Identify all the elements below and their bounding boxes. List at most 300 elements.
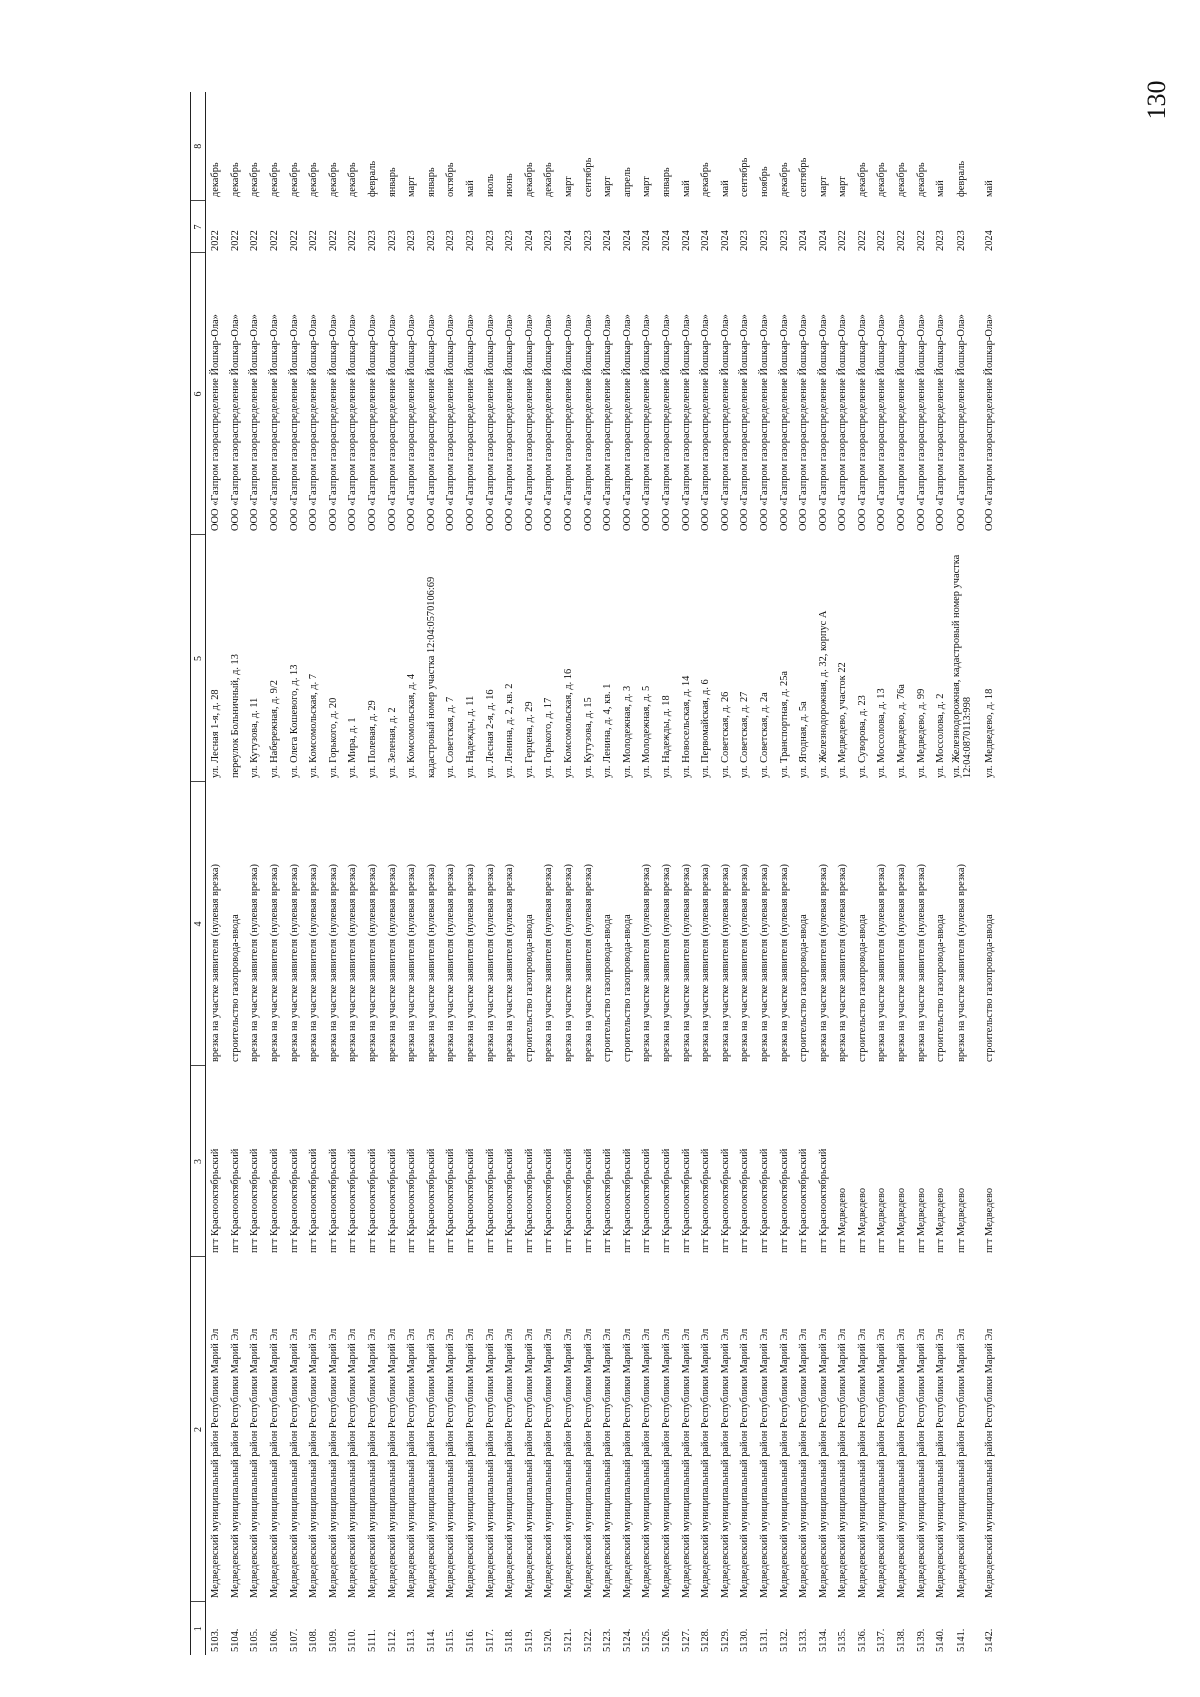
cell-district: Медведевский муниципальный район Республики Марий Эл bbox=[660, 1328, 672, 1598]
table-row bbox=[304, 92, 324, 1655]
cell-settlement: пгт Краснооктябрьский bbox=[641, 1148, 653, 1253]
rotated-table-frame bbox=[190, 92, 1194, 1655]
cell-work-type: врезка на участке заявителя (нулевая врезка) bbox=[406, 864, 418, 1062]
cell-row-number: 5139. bbox=[915, 1628, 927, 1652]
cell-year: 2024 bbox=[621, 230, 633, 251]
cell-address: ул. Моссолова, д. 13 bbox=[876, 688, 888, 778]
cell-work-type: врезка на участке заявителя (нулевая врезка) bbox=[956, 864, 968, 1062]
cell-organization: ООО «Газпром газораспределение Йошкар-Ола» bbox=[700, 314, 712, 531]
cell-address: ул. Медведево, д. 99 bbox=[915, 688, 927, 778]
cell-year: 2024 bbox=[984, 230, 996, 251]
cell-settlement: пгт Краснооктябрьский bbox=[621, 1148, 633, 1253]
cell-work-type: строительство газопровода-ввода bbox=[602, 914, 614, 1062]
cell-row-number: 5119. bbox=[523, 1629, 535, 1652]
cell-month: апрель bbox=[621, 167, 633, 197]
cell-organization: ООО «Газпром газораспределение Йошкар-Ола» bbox=[269, 314, 281, 531]
column-header-5: 5 bbox=[191, 535, 206, 782]
cell-address: ул. Герцена, д. 29 bbox=[523, 701, 535, 778]
cell-organization: ООО «Газпром газораспределение Йошкар-Ола» bbox=[288, 314, 300, 531]
cell-row-number: 5140. bbox=[935, 1628, 947, 1652]
cell-year: 2023 bbox=[758, 230, 770, 251]
cell-row-number: 5141. bbox=[956, 1628, 968, 1652]
cell-address: ул. Советская, д. 27 bbox=[739, 691, 751, 778]
cell-month: декабрь bbox=[347, 162, 359, 197]
cell-address: ул. Мира, д. 1 bbox=[347, 717, 359, 778]
cell-organization: ООО «Газпром газораспределение Йошкар-Ола» bbox=[935, 314, 947, 531]
cell-work-type: врезка на участке заявителя (нулевая врезка) bbox=[367, 864, 379, 1062]
cell-organization: ООО «Газпром газораспределение Йошкар-Ола» bbox=[229, 314, 241, 531]
cell-month: декабрь bbox=[269, 162, 281, 197]
cell-month: июль bbox=[484, 174, 496, 197]
cell-year: 2023 bbox=[504, 230, 516, 251]
cell-district: Медведевский муниципальный район Республики Марий Эл bbox=[641, 1328, 653, 1598]
table-row bbox=[343, 92, 363, 1655]
cell-month: декабрь bbox=[288, 162, 300, 197]
cell-year: 2022 bbox=[876, 230, 888, 251]
cell-organization: ООО «Газпром газораспределение Йошкар-Ола» bbox=[367, 314, 379, 531]
cell-address: ул. Зеленая, д. 2 bbox=[386, 707, 398, 778]
table-row bbox=[892, 92, 912, 1655]
cell-district: Медведевский муниципальный район Республики Марий Эл bbox=[249, 1328, 261, 1598]
cell-district: Медведевский муниципальный район Республики Марий Эл bbox=[798, 1328, 810, 1598]
cell-district: Медведевский муниципальный район Республики Марий Эл bbox=[984, 1328, 996, 1598]
cell-district: Медведевский муниципальный район Республики Марий Эл bbox=[484, 1328, 496, 1598]
cell-address: ул. Кутузова, д. 11 bbox=[249, 697, 261, 778]
cell-district: Медведевский муниципальный район Республики Марий Эл bbox=[817, 1328, 829, 1598]
cell-year: 2024 bbox=[641, 230, 653, 251]
cell-organization: ООО «Газпром газораспределение Йошкар-Ола» bbox=[327, 314, 339, 531]
cell-work-type: врезка на участке заявителя (нулевая врезка) bbox=[719, 864, 731, 1062]
cell-year: 2024 bbox=[680, 230, 692, 251]
cell-month: декабрь bbox=[700, 162, 712, 197]
cell-month: март bbox=[641, 176, 653, 197]
cell-work-type: строительство газопровода-ввода bbox=[935, 914, 947, 1062]
cell-address: ул. Надежды, д. 11 bbox=[465, 695, 477, 778]
cell-organization: ООО «Газпром газораспределение Йошкар-Ола» bbox=[445, 314, 457, 531]
cell-settlement: пгт Краснооктябрьский bbox=[484, 1148, 496, 1253]
cell-row-number: 5106. bbox=[269, 1628, 281, 1652]
cell-district: Медведевский муниципальный район Республики Марий Эл bbox=[523, 1328, 535, 1598]
cell-work-type: врезка на участке заявителя (нулевая врезка) bbox=[445, 864, 457, 1062]
cell-row-number: 5131. bbox=[758, 1628, 770, 1652]
cell-settlement: пгт Краснооктябрьский bbox=[249, 1148, 261, 1253]
table-row bbox=[500, 92, 520, 1655]
cell-work-type: врезка на участке заявителя (нулевая врезка) bbox=[210, 864, 222, 1062]
cell-settlement: пгт Краснооктябрьский bbox=[778, 1148, 790, 1253]
cell-settlement: пгт Краснооктябрьский bbox=[445, 1148, 457, 1253]
cell-month: май bbox=[680, 180, 692, 197]
cell-work-type: строительство газопровода-ввода bbox=[984, 914, 996, 1062]
cell-address: кадастровый номер участка 12:04:0570106:69 bbox=[425, 576, 437, 778]
cell-work-type: врезка на участке заявителя (нулевая врезка) bbox=[641, 864, 653, 1062]
cell-address: ул. Лесная 2-я, д. 16 bbox=[484, 689, 496, 778]
cell-settlement: пгт Медведево bbox=[896, 1187, 908, 1253]
table-row bbox=[794, 92, 814, 1655]
cell-work-type: врезка на участке заявителя (нулевая врезка) bbox=[739, 864, 751, 1062]
cell-work-type: врезка на участке заявителя (нулевая врезка) bbox=[817, 864, 829, 1062]
cell-settlement: пгт Краснооктябрьский bbox=[602, 1148, 614, 1253]
cell-year: 2023 bbox=[956, 230, 968, 251]
cell-row-number: 5109. bbox=[327, 1628, 339, 1652]
cell-address: ул. Медведево, д. 76а bbox=[896, 684, 908, 778]
cell-month: декабрь bbox=[778, 162, 790, 197]
cell-month: сентябрь bbox=[582, 157, 594, 197]
cell-settlement: пгт Краснооктябрьский bbox=[327, 1148, 339, 1253]
cell-address: ул. Комсомольская, д. 7 bbox=[308, 673, 320, 778]
cell-district: Медведевский муниципальный район Республики Марий Эл bbox=[935, 1328, 947, 1598]
cell-row-number: 5127. bbox=[680, 1628, 692, 1652]
cell-settlement: пгт Краснооктябрьский bbox=[504, 1148, 516, 1253]
cell-year: 2023 bbox=[367, 230, 379, 251]
cell-district: Медведевский муниципальный район Республики Марий Эл bbox=[582, 1328, 594, 1598]
cell-district: Медведевский муниципальный район Республики Марий Эл bbox=[700, 1328, 712, 1598]
cell-address: ул. Лесная 1-я, д. 28 bbox=[210, 689, 222, 778]
cell-year: 2024 bbox=[523, 230, 535, 251]
cell-address: ул. Ягодная, д. 5а bbox=[798, 701, 810, 778]
cell-address: ул. Ленина, д. 2, кв. 2 bbox=[504, 683, 516, 778]
cell-organization: ООО «Газпром газораспределение Йошкар-Ола» bbox=[386, 314, 398, 531]
cell-organization: ООО «Газпром газораспределение Йошкар-Ола» bbox=[465, 314, 477, 531]
cell-work-type: врезка на участке заявителя (нулевая врезка) bbox=[288, 864, 300, 1062]
cell-address: ул. Полевая, д. 29 bbox=[367, 700, 379, 778]
cell-work-type: врезка на участке заявителя (нулевая врезка) bbox=[660, 864, 672, 1062]
cell-address: ул. Надежды, д. 18 bbox=[660, 695, 672, 778]
cell-address: ул. Молодежная, д. 5 bbox=[641, 685, 653, 778]
column-header-2: 2 bbox=[191, 1257, 206, 1602]
cell-organization: ООО «Газпром газораспределение Йошкар-Ола» bbox=[543, 314, 555, 531]
table-row bbox=[422, 92, 442, 1655]
cell-row-number: 5112. bbox=[386, 1629, 398, 1652]
cell-work-type: врезка на участке заявителя (нулевая врезка) bbox=[249, 864, 261, 1062]
cell-year: 2022 bbox=[210, 230, 222, 251]
cell-year: 2023 bbox=[935, 230, 947, 251]
cell-address: переулок Больничный, д. 13 bbox=[229, 654, 241, 778]
cell-district: Медведевский муниципальный район Республики Марий Эл bbox=[347, 1328, 359, 1598]
cell-work-type: врезка на участке заявителя (нулевая врезка) bbox=[269, 864, 281, 1062]
table-row bbox=[715, 92, 735, 1655]
cell-row-number: 5103. bbox=[210, 1628, 222, 1652]
cell-district: Медведевский муниципальный район Республики Марий Эл bbox=[465, 1328, 477, 1598]
cell-row-number: 5137. bbox=[876, 1628, 888, 1652]
cell-month: ноябрь bbox=[758, 166, 770, 197]
cell-work-type: строительство газопровода-ввода bbox=[856, 914, 868, 1062]
cell-district: Медведевский муниципальный район Республики Марий Эл bbox=[406, 1328, 418, 1598]
cell-organization: ООО «Газпром газораспределение Йошкар-Ола» bbox=[347, 314, 359, 531]
table-row bbox=[735, 92, 755, 1655]
cell-row-number: 5113. bbox=[406, 1629, 418, 1652]
cell-settlement: пгт Краснооктябрьский bbox=[700, 1148, 712, 1253]
cell-district: Медведевский муниципальный район Республики Марий Эл bbox=[778, 1328, 790, 1598]
cell-work-type: врезка на участке заявителя (нулевая врезка) bbox=[347, 864, 359, 1062]
cell-row-number: 5134. bbox=[817, 1628, 829, 1652]
cell-settlement: пгт Краснооктябрьский bbox=[758, 1148, 770, 1253]
cell-district: Медведевский муниципальный район Республики Марий Эл bbox=[269, 1328, 281, 1598]
cell-organization: ООО «Газпром газораспределение Йошкар-Ола» bbox=[817, 314, 829, 531]
cell-settlement: пгт Краснооктябрьский bbox=[562, 1148, 574, 1253]
cell-month: декабрь bbox=[523, 162, 535, 197]
cell-district: Медведевский муниципальный район Республики Марий Эл bbox=[621, 1328, 633, 1598]
cell-settlement: пгт Краснооктябрьский bbox=[680, 1148, 692, 1253]
cell-district: Медведевский муниципальный район Республики Марий Эл bbox=[876, 1328, 888, 1598]
cell-month: февраль bbox=[956, 160, 968, 197]
cell-month: май bbox=[465, 180, 477, 197]
cell-year: 2022 bbox=[896, 230, 908, 251]
cell-month: март bbox=[602, 176, 614, 197]
cell-address: ул. Первомайская, д. 6 bbox=[700, 679, 712, 778]
cell-organization: ООО «Газпром газораспределение Йошкар-Ола» bbox=[758, 314, 770, 531]
cell-settlement: пгт Краснооктябрьский bbox=[798, 1148, 810, 1253]
cell-month: декабрь bbox=[327, 162, 339, 197]
cell-organization: ООО «Газпром газораспределение Йошкар-Ола» bbox=[660, 314, 672, 531]
cell-organization: ООО «Газпром газораспределение Йошкар-Ола» bbox=[210, 314, 222, 531]
cell-district: Медведевский муниципальный район Республики Марий Эл bbox=[719, 1328, 731, 1598]
cell-organization: ООО «Газпром газораспределение Йошкар-Ола» bbox=[719, 314, 731, 531]
column-header-7: 7 bbox=[191, 201, 206, 253]
cell-settlement: пгт Медведево bbox=[876, 1187, 888, 1253]
cell-address: ул. Моссолова, д. 2 bbox=[935, 693, 947, 778]
cell-work-type: врезка на участке заявителя (нулевая врезка) bbox=[582, 864, 594, 1062]
cell-row-number: 5121. bbox=[562, 1628, 574, 1652]
cell-work-type: врезка на участке заявителя (нулевая врезка) bbox=[915, 864, 927, 1062]
cell-address: ул. Олега Кошевого, д. 13 bbox=[288, 664, 300, 778]
cell-month: сентябрь bbox=[739, 157, 751, 197]
table-row bbox=[657, 92, 677, 1655]
column-header-4: 4 bbox=[191, 782, 206, 1066]
cell-settlement: пгт Краснооктябрьский bbox=[229, 1148, 241, 1253]
cell-year: 2024 bbox=[798, 230, 810, 251]
cell-settlement: пгт Медведево bbox=[856, 1187, 868, 1253]
cell-settlement: пгт Медведево bbox=[837, 1187, 849, 1253]
table-row bbox=[206, 92, 226, 1655]
cell-organization: ООО «Газпром газораспределение Йошкар-Ола» bbox=[249, 314, 261, 531]
cell-district: Медведевский муниципальный район Республики Марий Эл bbox=[602, 1328, 614, 1598]
cell-month: декабрь bbox=[896, 162, 908, 197]
cell-month: май bbox=[935, 180, 947, 197]
cell-month: январь bbox=[425, 167, 437, 197]
cell-work-type: врезка на участке заявителя (нулевая врезка) bbox=[758, 864, 770, 1062]
cell-district: Медведевский муниципальный район Республики Марий Эл bbox=[327, 1328, 339, 1598]
table-row bbox=[520, 92, 540, 1655]
cell-district: Медведевский муниципальный район Республики Марий Эл bbox=[856, 1328, 868, 1598]
cell-organization: ООО «Газпром газораспределение Йошкар-Ола» bbox=[680, 314, 692, 531]
column-header-3: 3 bbox=[191, 1066, 206, 1257]
cell-organization: ООО «Газпром газораспределение Йошкар-Ола» bbox=[915, 314, 927, 531]
cell-year: 2023 bbox=[465, 230, 477, 251]
cell-work-type: врезка на участке заявителя (нулевая врезка) bbox=[425, 864, 437, 1062]
cell-organization: ООО «Газпром газораспределение Йошкар-Ола» bbox=[621, 314, 633, 531]
cell-organization: ООО «Газпром газораспределение Йошкар-Ола» bbox=[582, 314, 594, 531]
cell-address: ул. Горького, д. 17 bbox=[543, 697, 555, 778]
cell-year: 2024 bbox=[602, 230, 614, 251]
cell-month: декабрь bbox=[229, 162, 241, 197]
table-row bbox=[480, 92, 500, 1655]
cell-year: 2023 bbox=[484, 230, 496, 251]
cell-organization: ООО «Газпром газораспределение Йошкар-Ола» bbox=[739, 314, 751, 531]
cell-district: Медведевский муниципальный район Республики Марий Эл bbox=[367, 1328, 379, 1598]
cell-row-number: 5125. bbox=[641, 1628, 653, 1652]
cell-organization: ООО «Газпром газораспределение Йошкар-Ола» bbox=[876, 314, 888, 531]
cell-year: 2022 bbox=[308, 230, 320, 251]
cell-year: 2022 bbox=[229, 230, 241, 251]
cell-settlement: пгт Медведево bbox=[935, 1187, 947, 1253]
cell-district: Медведевский муниципальный район Республики Марий Эл bbox=[915, 1328, 927, 1598]
cell-year: 2022 bbox=[347, 230, 359, 251]
cell-work-type: врезка на участке заявителя (нулевая врезка) bbox=[308, 864, 320, 1062]
cell-settlement: пгт Краснооктябрьский bbox=[386, 1148, 398, 1253]
cell-year: 2023 bbox=[739, 230, 751, 251]
cell-settlement: пгт Краснооктябрьский bbox=[425, 1148, 437, 1253]
table-row bbox=[774, 92, 794, 1655]
cell-work-type: строительство газопровода-ввода bbox=[621, 914, 633, 1062]
cell-district: Медведевский муниципальный район Республики Марий Эл bbox=[562, 1328, 574, 1598]
cell-settlement: пгт Краснооктябрьский bbox=[308, 1148, 320, 1253]
cell-work-type: врезка на участке заявителя (нулевая врезка) bbox=[680, 864, 692, 1062]
table-row bbox=[911, 92, 931, 1655]
cell-row-number: 5129. bbox=[719, 1628, 731, 1652]
table-row bbox=[245, 92, 265, 1655]
cell-work-type: врезка на участке заявителя (нулевая врезка) bbox=[837, 864, 849, 1062]
table-row bbox=[461, 92, 481, 1655]
cell-row-number: 5122. bbox=[582, 1628, 594, 1652]
cell-year: 2023 bbox=[543, 230, 555, 251]
table-container bbox=[190, 92, 1194, 1655]
cell-district: Медведевский муниципальный район Республики Марий Эл bbox=[543, 1328, 555, 1598]
cell-settlement: пгт Краснооктябрьский bbox=[739, 1148, 751, 1253]
cell-work-type: врезка на участке заявителя (нулевая врезка) bbox=[778, 864, 790, 1062]
table-row bbox=[617, 92, 637, 1655]
cell-year: 2024 bbox=[660, 230, 672, 251]
cell-district: Медведевский муниципальный район Республики Марий Эл bbox=[758, 1328, 770, 1598]
cell-month: декабрь bbox=[308, 162, 320, 197]
cell-district: Медведевский муниципальный район Республики Марий Эл bbox=[425, 1328, 437, 1598]
cell-settlement: пгт Краснооктябрьский bbox=[543, 1148, 555, 1253]
cell-year: 2022 bbox=[288, 230, 300, 251]
cell-settlement: пгт Краснооктябрьский bbox=[817, 1148, 829, 1253]
cell-address: ул. Советская, д. 2а bbox=[758, 692, 770, 778]
cell-year: 2024 bbox=[700, 230, 712, 251]
cell-organization: ООО «Газпром газораспределение Йошкар-Ола» bbox=[504, 314, 516, 531]
cell-month: февраль bbox=[367, 160, 379, 197]
cell-year: 2023 bbox=[386, 230, 398, 251]
cell-address: ул. Советская, д. 26 bbox=[719, 691, 731, 778]
table-row bbox=[363, 92, 383, 1655]
cell-organization: ООО «Газпром газораспределение Йошкар-Ола» bbox=[778, 314, 790, 531]
column-header-8: 8 bbox=[191, 92, 206, 201]
table-row bbox=[441, 92, 461, 1655]
cell-row-number: 5116. bbox=[465, 1629, 477, 1652]
cell-district: Медведевский муниципальный район Республики Марий Эл bbox=[739, 1328, 751, 1598]
table-row bbox=[324, 92, 344, 1655]
table-row bbox=[637, 92, 657, 1655]
cell-work-type: строительство газопровода-ввода bbox=[229, 914, 241, 1062]
cell-district: Медведевский муниципальный район Республики Марий Эл bbox=[308, 1328, 320, 1598]
table-row bbox=[755, 92, 775, 1655]
cell-settlement: пгт Краснооктябрьский bbox=[719, 1148, 731, 1253]
cell-month: октябрь bbox=[445, 162, 457, 197]
cell-work-type: врезка на участке заявителя (нулевая врезка) bbox=[562, 864, 574, 1062]
cell-district: Медведевский муниципальный район Республики Марий Эл bbox=[288, 1328, 300, 1598]
cell-month: март bbox=[817, 176, 829, 197]
table-row bbox=[559, 92, 579, 1655]
cell-settlement: пгт Краснооктябрьский bbox=[406, 1148, 418, 1253]
cell-row-number: 5111. bbox=[367, 1629, 379, 1652]
cell-district: Медведевский муниципальный район Республики Марий Эл bbox=[210, 1328, 222, 1598]
cell-district: Медведевский муниципальный район Республики Марий Эл bbox=[956, 1328, 968, 1598]
table-body bbox=[206, 92, 1007, 1655]
cell-row-number: 5120. bbox=[543, 1628, 555, 1652]
cell-settlement: пгт Медведево bbox=[984, 1187, 996, 1253]
cell-organization: ООО «Газпром газораспределение Йошкар-Ола» bbox=[562, 314, 574, 531]
cell-month: январь bbox=[386, 167, 398, 197]
cell-row-number: 5110. bbox=[347, 1629, 359, 1652]
cell-organization: ООО «Газпром газораспределение Йошкар-Ола» bbox=[984, 314, 996, 531]
cell-month: декабрь bbox=[876, 162, 888, 197]
cell-work-type: врезка на участке заявителя (нулевая врезка) bbox=[896, 864, 908, 1062]
cell-row-number: 5108. bbox=[308, 1628, 320, 1652]
table-row bbox=[872, 92, 892, 1655]
cell-row-number: 5128. bbox=[700, 1628, 712, 1652]
column-header-1: 1 bbox=[191, 1602, 206, 1655]
cell-row-number: 5138. bbox=[896, 1628, 908, 1652]
cell-organization: ООО «Газпром газораспределение Йошкар-Ола» bbox=[837, 314, 849, 531]
cell-work-type: врезка на участке заявителя (нулевая врезка) bbox=[327, 864, 339, 1062]
cell-row-number: 5126. bbox=[660, 1628, 672, 1652]
cell-district: Медведевский муниципальный район Республики Марий Эл bbox=[504, 1328, 516, 1598]
cell-work-type: врезка на участке заявителя (нулевая врезка) bbox=[700, 864, 712, 1062]
cell-address: ул. Комсомольская, д. 4 bbox=[406, 673, 418, 778]
cell-work-type: врезка на участке заявителя (нулевая врезка) bbox=[543, 864, 555, 1062]
table-row bbox=[696, 92, 716, 1655]
column-number-row bbox=[191, 92, 206, 1655]
cell-row-number: 5130. bbox=[739, 1628, 751, 1652]
cell-organization: ООО «Газпром газораспределение Йошкар-Ола» bbox=[308, 314, 320, 531]
cell-organization: ООО «Газпром газораспределение Йошкар-Ола» bbox=[523, 314, 535, 531]
cell-district: Медведевский муниципальный район Республики Марий Эл bbox=[837, 1328, 849, 1598]
table-row bbox=[382, 92, 402, 1655]
cell-settlement: пгт Краснооктябрьский bbox=[210, 1148, 222, 1253]
cell-organization: ООО «Газпром газораспределение Йошкар-Ола» bbox=[798, 314, 810, 531]
cell-work-type: строительство газопровода-ввода bbox=[523, 914, 535, 1062]
cell-address: ул. Молодежная, д. 3 bbox=[621, 685, 633, 778]
cell-address: ул. Кутузова, д. 15 bbox=[582, 697, 594, 778]
cell-month: март bbox=[837, 176, 849, 197]
table-row bbox=[676, 92, 696, 1655]
cell-month: декабрь bbox=[915, 162, 927, 197]
table-row bbox=[578, 92, 598, 1655]
cell-month: март bbox=[406, 176, 418, 197]
cell-month: май bbox=[984, 180, 996, 197]
cell-address: ул. Суворова, д. 23 bbox=[856, 695, 868, 778]
cell-month: декабрь bbox=[249, 162, 261, 197]
cell-work-type: врезка на участке заявителя (нулевая врезка) bbox=[504, 864, 516, 1062]
cell-settlement: пгт Краснооктябрьский bbox=[347, 1148, 359, 1253]
cell-address: ул. Медведево, участок 22 bbox=[837, 662, 849, 778]
cell-organization: ООО «Газпром газораспределение Йошкар-Ола» bbox=[856, 314, 868, 531]
table-row bbox=[833, 92, 853, 1655]
cell-address: ул. Набережная, д. 9/2 bbox=[269, 680, 281, 778]
cell-organization: ООО «Газпром газораспределение Йошкар-Ола» bbox=[896, 314, 908, 531]
cell-year: 2023 bbox=[582, 230, 594, 251]
cell-address: ул. Железнодорожная, д. 32, корпус А bbox=[817, 610, 829, 778]
cell-settlement: пгт Краснооктябрьский bbox=[465, 1148, 477, 1253]
cell-row-number: 5115. bbox=[445, 1629, 457, 1652]
cell-work-type: строительство газопровода-ввода bbox=[798, 914, 810, 1062]
cell-year: 2022 bbox=[856, 230, 868, 251]
cell-year: 2024 bbox=[817, 230, 829, 251]
cell-district: Медведевский муниципальный район Республики Марий Эл bbox=[229, 1328, 241, 1598]
cell-organization: ООО «Газпром газораспределение Йошкар-Ола» bbox=[956, 314, 968, 531]
cell-district: Медведевский муниципальный район Республики Марий Эл bbox=[386, 1328, 398, 1598]
